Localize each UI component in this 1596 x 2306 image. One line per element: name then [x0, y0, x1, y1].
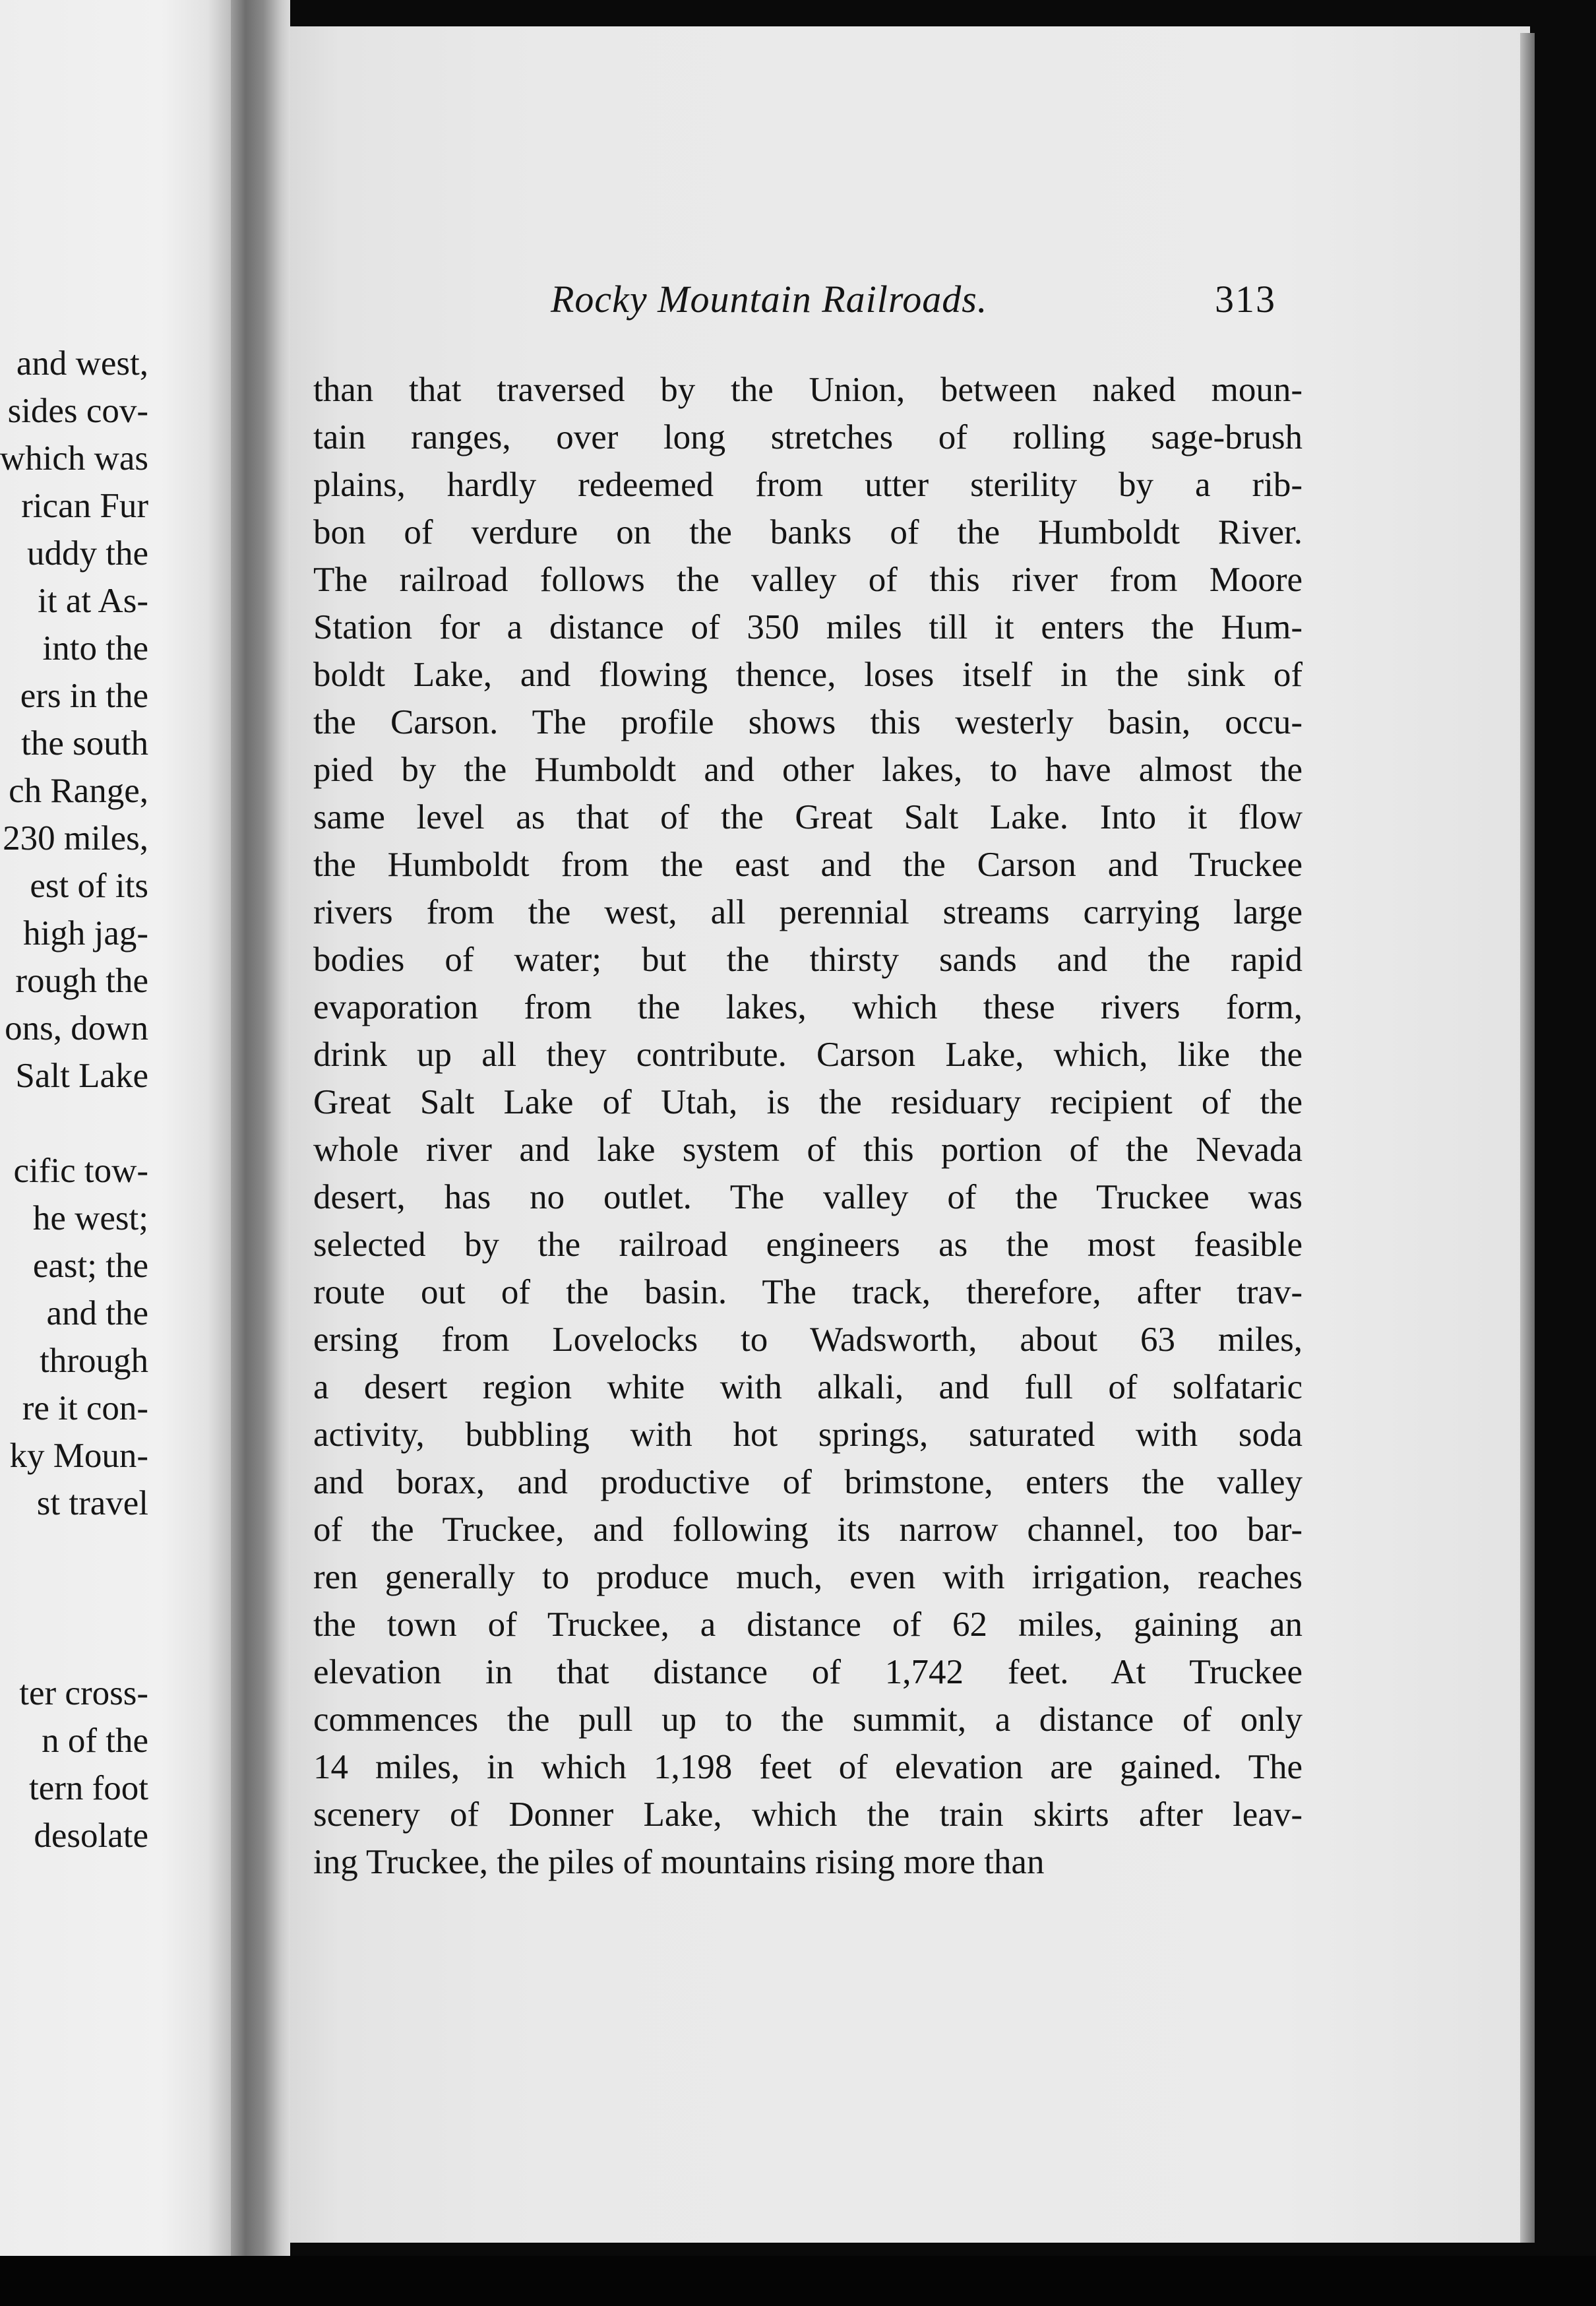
left-line: and the: [46, 1294, 148, 1332]
scan-bottom-border: [0, 2256, 1596, 2306]
text-line: scenery of Donner Lake, which the train skirts after leav-: [313, 1795, 1303, 1834]
running-title: Rocky Mountain Railroads.: [551, 278, 988, 321]
left-line: 230 miles,: [3, 819, 148, 857]
left-line: est of its: [30, 867, 148, 905]
text-line: activity, bubbling with hot springs, saturated with soda: [313, 1416, 1303, 1454]
left-line: desolate: [34, 1817, 148, 1855]
text-line: bon of verdure on the banks of the Humboldt River.: [313, 513, 1303, 551]
left-line: ky Moun-: [9, 1437, 148, 1475]
left-line: east; the: [32, 1247, 148, 1285]
left-line: tern foot: [28, 1769, 148, 1807]
text-line: plains, hardly redeemed from utter sterility by a rib-: [313, 466, 1303, 504]
body-text: [313, 366, 1303, 1886]
left-line: st travel: [36, 1484, 148, 1522]
text-line: than that traversed by the Union, between naked moun-: [313, 371, 1303, 409]
running-head: [290, 277, 1530, 336]
left-line: rican Fur: [21, 487, 148, 525]
text-line: of the Truckee, and following its narrow channel, too bar-: [313, 1511, 1303, 1549]
left-line: sides cov-: [7, 392, 148, 430]
left-line: Salt Lake: [15, 1057, 148, 1095]
left-line: ons, down: [5, 1009, 148, 1047]
page-edge-shadow: [1520, 33, 1535, 2243]
left-line: re it con-: [22, 1389, 148, 1427]
left-line: the south: [21, 724, 148, 763]
left-line: n of the: [42, 1722, 148, 1760]
text-line: the Humboldt from the east and the Carson and Truckee: [313, 846, 1303, 884]
left-line: rough the: [15, 962, 148, 1000]
text-line: route out of the basin. The track, therefore, after trav-: [313, 1273, 1303, 1311]
text-line: Station for a distance of 350 miles till it enters the Hum-: [313, 608, 1303, 646]
left-facing-page: [0, 0, 231, 2256]
text-line: and borax, and productive of brimstone, enters the valley: [313, 1463, 1303, 1501]
left-line: cific tow-: [13, 1152, 148, 1190]
left-line: which was: [0, 439, 148, 478]
left-line: into the: [42, 629, 148, 668]
text-line: same level as that of the Great Salt Lake. Into it flow: [313, 798, 1303, 836]
left-line: uddy the: [27, 534, 148, 573]
left-line: ch Range,: [9, 772, 148, 810]
text-line: desert, has no outlet. The valley of the Truckee was: [313, 1178, 1303, 1216]
text-line: ersing from Lovelocks to Wadsworth, about 63 miles,: [313, 1321, 1303, 1359]
page-number: 313: [1215, 278, 1276, 321]
right-page: [290, 26, 1530, 2243]
left-line: [0, 1100, 148, 1147]
text-line: boldt Lake, and flowing thence, loses itself in the sink of: [313, 656, 1303, 694]
text-line: drink up all they contribute. Carson Lake, which, like the: [313, 1036, 1303, 1074]
text-line: elevation in that distance of 1,742 feet. At Truckee: [313, 1653, 1303, 1691]
left-line: and west,: [16, 344, 148, 383]
text-line: ing Truckee, the piles of mountains rising more than: [313, 1843, 1045, 1881]
text-line: a desert region white with alkali, and full of solfataric: [313, 1368, 1303, 1406]
text-line: tain ranges, over long stretches of rolling sage-brush: [313, 418, 1303, 456]
text-line: the town of Truckee, a distance of 62 miles, gaining an: [313, 1605, 1303, 1644]
left-line: ter cross-: [19, 1674, 148, 1712]
text-line: bodies of water; but the thirsty sands and the rapid: [313, 941, 1303, 979]
text-line: ren generally to produce much, even with irrigation, reaches: [313, 1558, 1303, 1596]
left-line: high jag-: [23, 914, 148, 952]
text-line: the Carson. The profile shows this westerly basin, occu-: [313, 703, 1303, 741]
text-line: rivers from the west, all perennial streams carrying large: [313, 893, 1303, 931]
text-line: The railroad follows the valley of this river from Moore: [313, 561, 1303, 599]
text-line: selected by the railroad engineers as the most feasible: [313, 1226, 1303, 1264]
text-line: pied by the Humboldt and other lakes, to have almost the: [313, 751, 1303, 789]
left-line: it at As-: [38, 582, 148, 620]
text-line: 14 miles, in which 1,198 feet of elevation are gained. The: [313, 1748, 1303, 1786]
text-line: Great Salt Lake of Utah, is the residuary recipient of the: [313, 1083, 1303, 1121]
left-line: [0, 1622, 148, 1669]
book-gutter-shadow: [231, 0, 290, 2256]
text-line: whole river and lake system of this portion of the Nevada: [313, 1131, 1303, 1169]
left-line: [0, 1527, 148, 1574]
left-line: [0, 1574, 148, 1622]
text-line: commences the pull up to the summit, a distance of only: [313, 1700, 1303, 1739]
left-line: through: [40, 1342, 148, 1380]
left-line: ers in the: [20, 677, 148, 715]
left-page-text: [0, 340, 148, 1859]
left-line: he west;: [32, 1199, 148, 1237]
text-line: evaporation from the lakes, which these rivers form,: [313, 988, 1303, 1026]
